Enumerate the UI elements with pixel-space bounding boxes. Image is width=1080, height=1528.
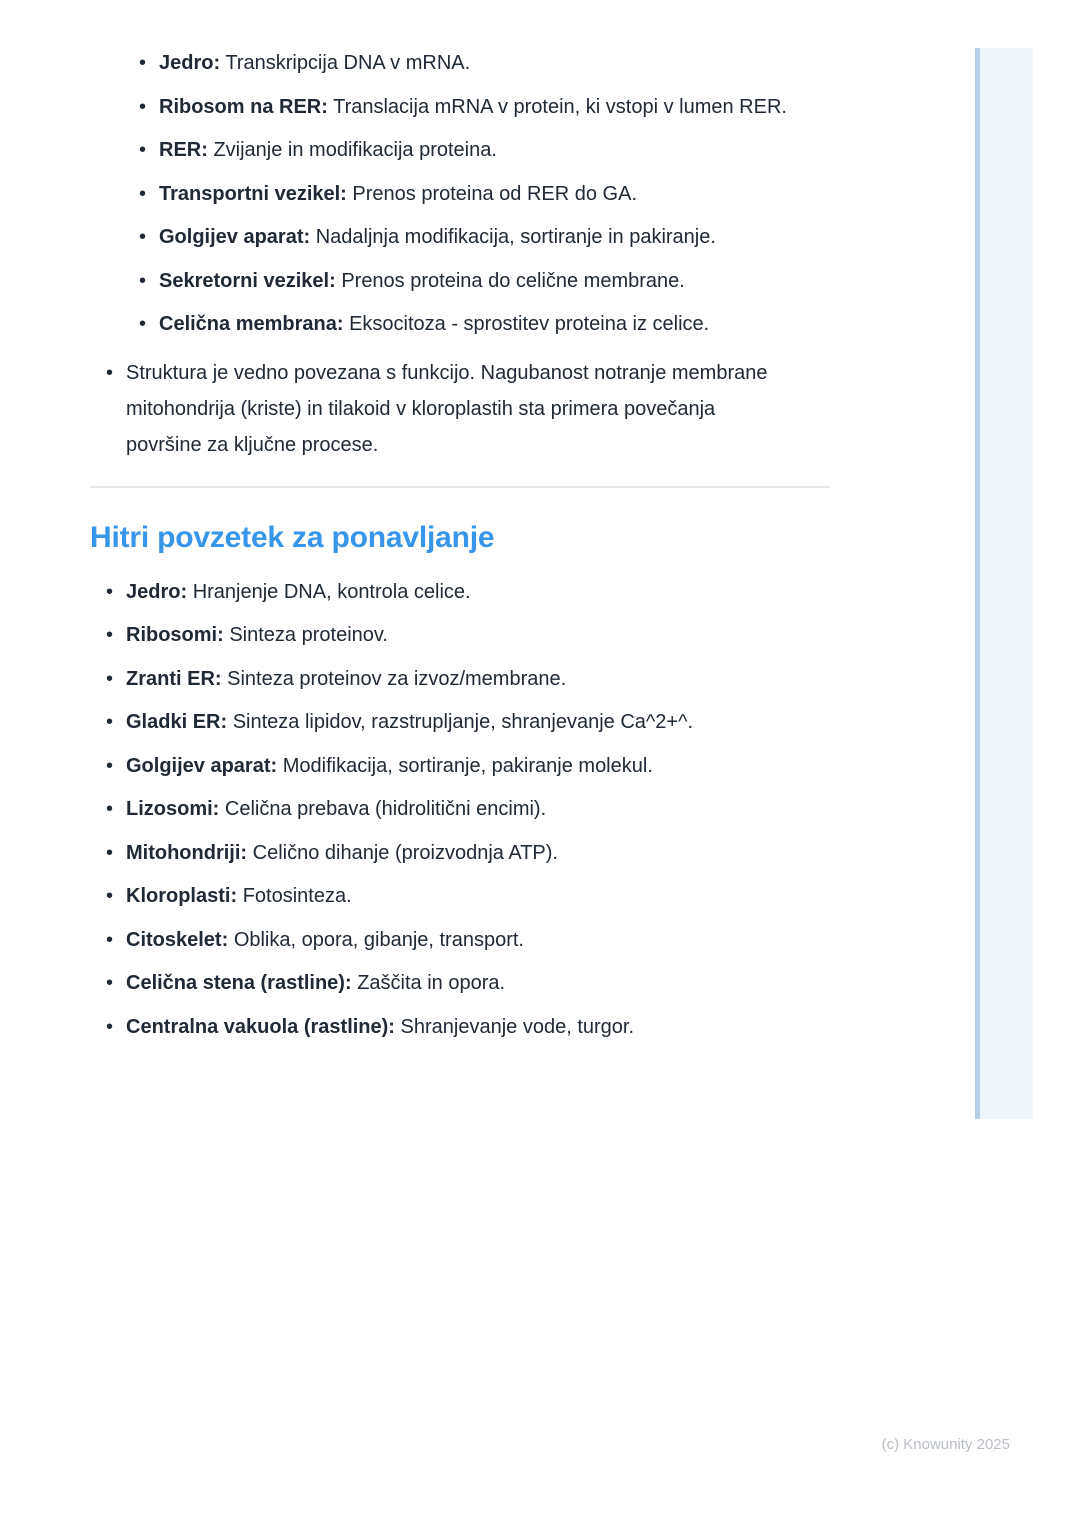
list-item-label: Lizosomi: [126,798,220,820]
list-item [104,927,838,954]
list-item [104,666,838,693]
list-item [104,709,838,736]
copyright-footer: (c) Knowunity 2025 [881,1436,1010,1453]
list-item-text: Translacija mRNA v protein, ki vstopi v lumen RER. [333,95,787,118]
list-item-label: Jedro: [159,52,221,74]
list-item [104,883,838,910]
note-item [104,355,838,463]
list-item-text: Prenos proteina od RER do GA. [352,182,638,205]
list-item-label: RER: [159,139,208,161]
list-item-text: Prenos proteina do celične membrane. [341,269,685,292]
list-item-label: Sekretorni vezikel: [159,269,336,292]
list-item [104,796,838,823]
list-item [137,137,838,164]
list-item-text: Eksocitoza - sprostitev proteina iz celice. [349,313,710,335]
list-item-text: Transkripcija DNA v mRNA. [225,52,471,74]
list-item-text: Nadaljnja modifikacija, sortiranje in pakiranje. [315,226,716,248]
list-item-label: Jedro: [126,580,188,603]
list-item [137,224,838,251]
list-item-text: Zvijanje in modifikacija proteina. [213,139,497,161]
list-item [104,622,838,649]
list-item-text: Zaščita in opora. [357,972,506,994]
list-item [137,50,838,77]
list-item-text: Hranjenje DNA, kontrola celice. [192,580,471,603]
note-list [104,355,838,463]
list-item [104,970,838,997]
list-item-text: Oblika, opora, gibanje, transport. [233,928,524,951]
list-item-label: Golgijev aparat: [159,226,311,248]
list-item-text: Shranjevanje vode, turgor. [400,1015,635,1038]
list-item-label: Ribosomi: [126,624,224,646]
list-item-label: Centralna vakuola (rastline): [126,1015,395,1038]
list-item-label: Mitohondriji: [126,841,248,864]
list-item-text: Sinteza lipidov, razstrupljanje, shranjevanje Ca^2+^. [232,711,694,733]
list-item-text: Sinteza proteinov. [229,624,388,646]
note-line: površine za ključne procese. [126,433,379,456]
list-item-text: Celična prebava (hidrolitični encimi). [224,798,547,820]
section-heading: Hitri povzetek za ponavljanje [90,520,495,554]
list-item-label: Zranti ER: [126,667,222,690]
document-content [90,50,838,1057]
note-line: mitohondrija (kriste) in tilakoid v kloroplastih sta primera povečanja [126,397,716,420]
list-item [137,181,838,208]
note-line: • Struktura je vedno povezana s funkcijo. Nagubanost notranje membrane [126,361,768,384]
list-item-label: Gladki ER: [126,711,228,733]
list-item-label: Celična stena (rastline): [126,972,352,994]
list-item [104,1014,838,1041]
list-item-text: Sinteza proteinov za izvoz/membrane. [227,667,567,690]
list-item-label: Celična membrana: [159,313,344,335]
list-item-text: Fotosinteza. [242,885,352,907]
list-item-label: Ribosom na RER: [159,95,328,118]
scrollbar-track[interactable] [975,48,1033,1119]
list-item-text: Celično dihanje (proizvodnja ATP). [252,841,558,864]
list-item [137,94,838,121]
list-item [104,753,838,780]
list-item [137,311,838,338]
summary-list [104,579,838,1041]
section-divider [90,486,830,488]
list-item-label: Kloroplasti: [126,885,238,907]
process-list [137,50,838,338]
list-item-label: Citoskelet: [126,928,229,951]
list-item-text: Modifikacija, sortiranje, pakiranje molekul. [282,754,653,777]
list-item [137,268,838,295]
list-item-label: Golgijev aparat: [126,754,278,777]
list-item-label: Transportni vezikel: [159,182,347,205]
list-item [104,579,838,606]
list-item [104,840,838,867]
